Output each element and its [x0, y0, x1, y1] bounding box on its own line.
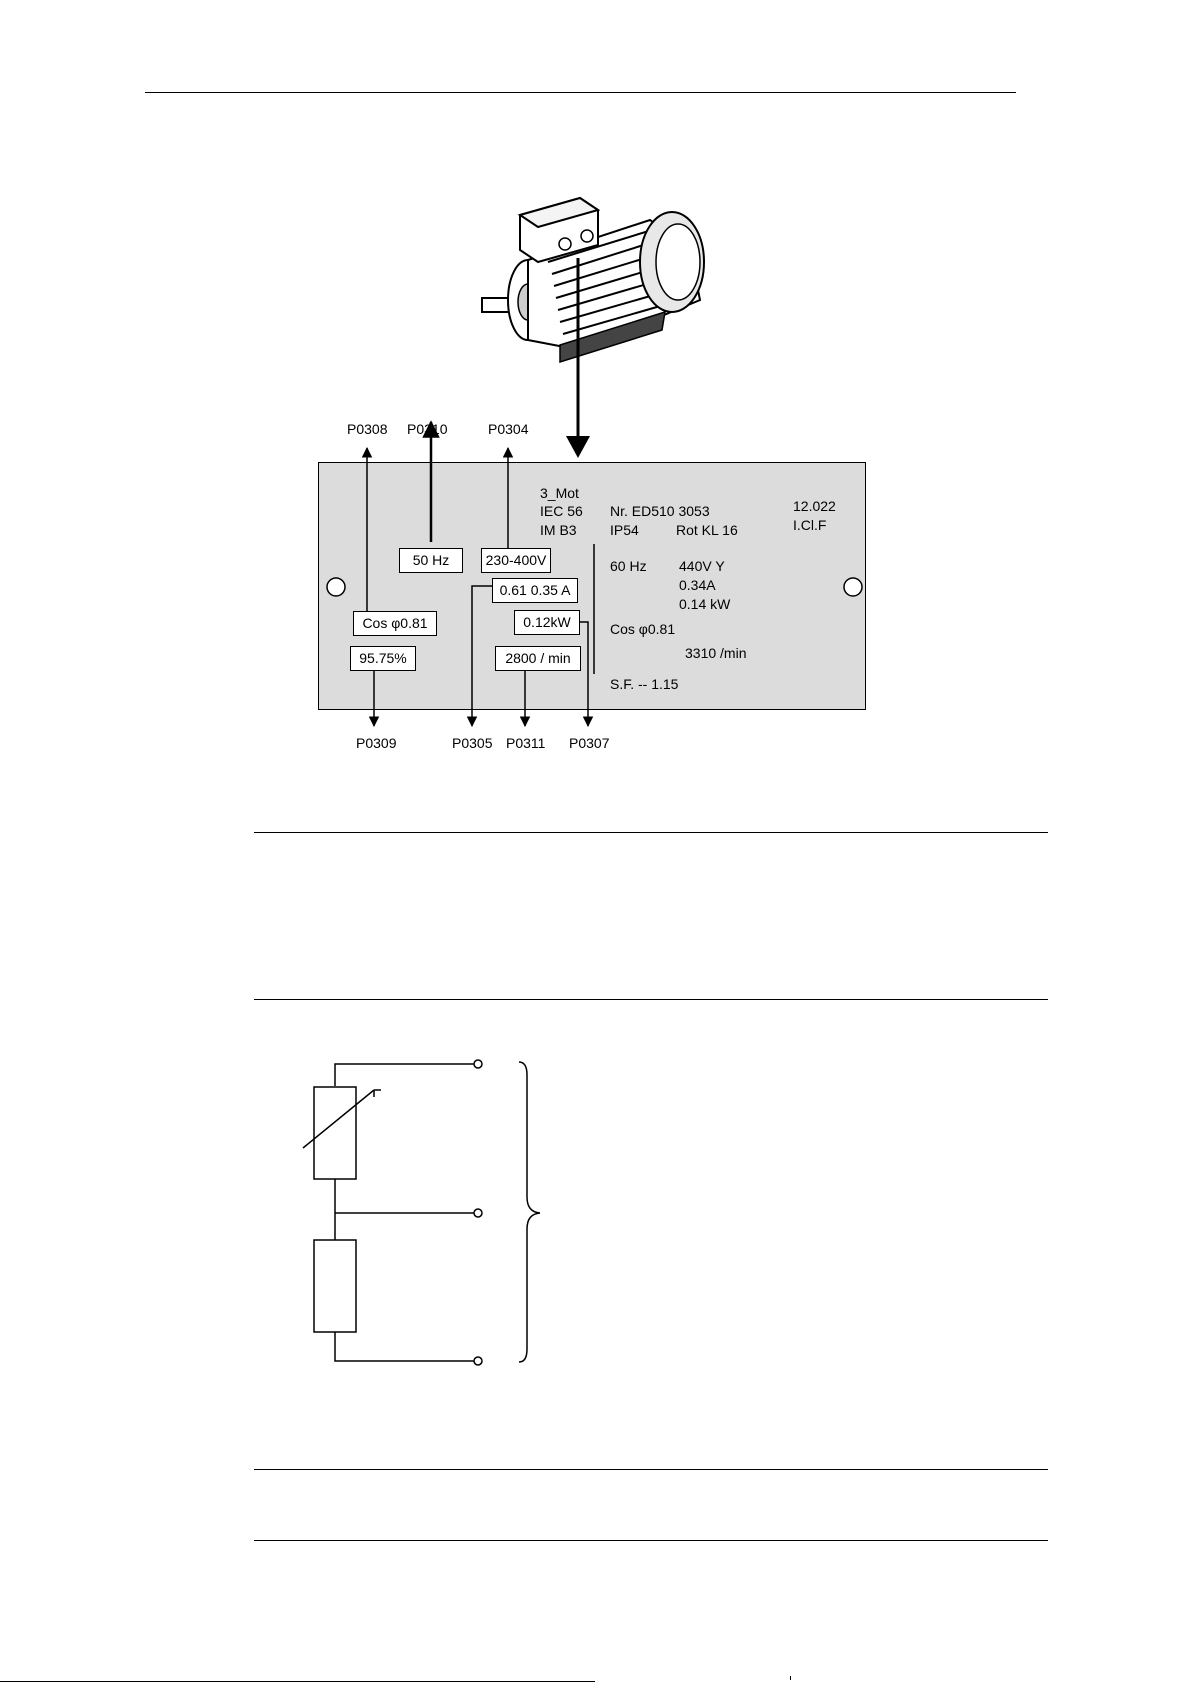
section-rule	[254, 1540, 1048, 1541]
footer-tick	[790, 1676, 791, 1680]
plate-service-factor: S.F. -- 1.15	[610, 676, 679, 692]
plate-number: Nr. ED510 3053	[610, 503, 710, 519]
section-rule	[254, 1469, 1048, 1470]
param-label-p0309: P0309	[356, 735, 397, 751]
param-label-p0304: P0304	[488, 421, 529, 437]
plate-secondary-voltage: 440V Y	[679, 558, 725, 574]
plate-code: 12.022	[793, 498, 836, 514]
plate-secondary-current: 0.34A	[679, 577, 716, 593]
efficiency-box: 95.75%	[350, 646, 416, 671]
voltage-box: 230-400V	[481, 548, 551, 573]
param-label-p0311: P0311	[506, 735, 546, 751]
plate-protection: IP54	[610, 522, 639, 538]
current-box: 0.61 0.35 A	[492, 578, 578, 603]
param-label-p0305: P0305	[452, 735, 493, 751]
power-box: 0.12kW	[514, 610, 580, 635]
param-label-p0310: P0310	[407, 421, 448, 437]
plate-secondary-frequency: 60 Hz	[610, 558, 647, 574]
plate-mounting: IM B3	[540, 522, 577, 538]
plate-secondary-speed: 3310 /min	[685, 645, 747, 661]
param-label-p0308: P0308	[347, 421, 388, 437]
plate-secondary-power: 0.14 kW	[679, 596, 731, 612]
cos-phi-box: Cos φ0.81	[353, 611, 437, 636]
plate-standard: IEC 56	[540, 503, 583, 519]
param-label-p0307: P0307	[569, 735, 610, 751]
plate-rotor: Rot KL 16	[676, 522, 738, 538]
footer-rule	[0, 1681, 595, 1682]
frequency-box: 50 Hz	[399, 548, 463, 573]
plate-insulation-class: I.Cl.F	[793, 517, 827, 533]
plate-motor-type: 3_Mot	[540, 485, 579, 501]
plate-secondary-cos-phi: Cos φ0.81	[610, 621, 676, 637]
speed-box: 2800 / min	[495, 646, 581, 671]
